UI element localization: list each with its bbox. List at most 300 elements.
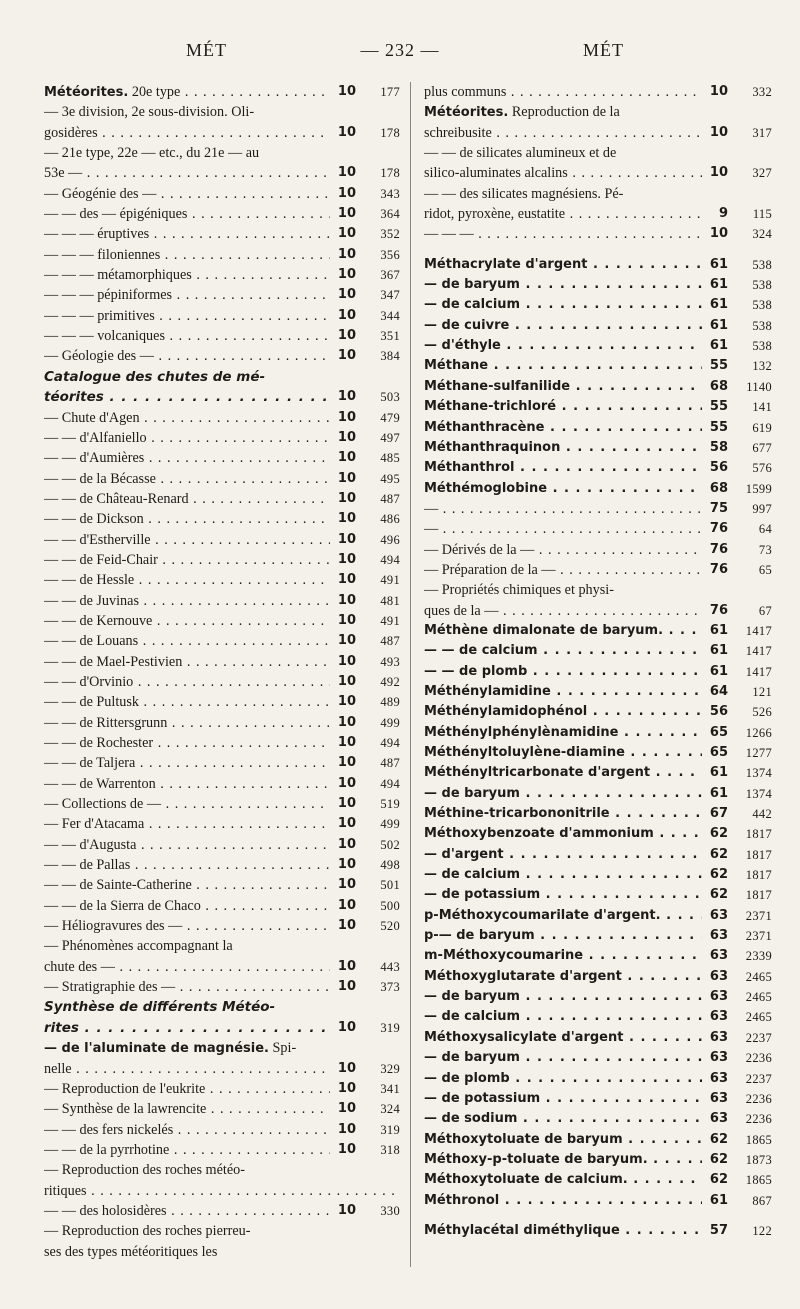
entry-text: — Héliogravures des — . . . <box>44 916 330 936</box>
entry-text: plus communs . . . <box>424 82 702 102</box>
volume-number: 10 <box>337 511 356 527</box>
entry-text: — — de Pallas . . . <box>44 855 330 875</box>
index-entry <box>44 285 400 305</box>
index-entry <box>44 814 400 834</box>
entry-text: Synthèse de différents Météo- <box>44 999 276 1016</box>
page-reference: 1817 <box>745 827 772 842</box>
volume-number: 10 <box>337 124 356 140</box>
index-entry <box>424 885 772 905</box>
index-entry <box>44 1120 400 1140</box>
volume-number: 10 <box>337 1080 356 1096</box>
entry-text: — . . . <box>424 519 702 539</box>
entry-text: Méthoxytoluate de calcium. . . . <box>424 1170 702 1190</box>
volume-number: 10 <box>337 836 356 852</box>
entry-text: 53e — . . . <box>44 163 330 183</box>
entry-text: — de calcium . . . <box>424 865 702 885</box>
volume-number: 67 <box>709 806 728 822</box>
page-reference: 373 <box>380 980 400 995</box>
volume-number: 10 <box>337 958 356 974</box>
page-reference: 2465 <box>745 990 772 1005</box>
entry-text: — — de Pultusk . . . <box>44 692 330 712</box>
volume-number: 62 <box>709 846 728 862</box>
index-entry <box>44 326 400 346</box>
volume-number: 10 <box>337 1141 356 1157</box>
index-entry <box>44 1242 400 1262</box>
volume-number: 10 <box>337 429 356 445</box>
volume-number: 10 <box>337 267 356 283</box>
entry-text: — Phénomènes accompagnant la <box>44 938 233 955</box>
volume-number: 10 <box>337 592 356 608</box>
volume-number: 63 <box>709 1009 728 1025</box>
page-reference: 487 <box>380 756 400 771</box>
index-entry <box>44 123 400 143</box>
volume-number: 10 <box>337 735 356 750</box>
page-reference: 1865 <box>745 1173 772 1188</box>
header-right-word: MÉT <box>583 40 624 60</box>
entry-text: Méthémoglobine . . . <box>424 479 702 499</box>
page-reference: 442 <box>752 807 772 822</box>
entry-text: — . . . <box>424 499 702 519</box>
entry-text: — — de Louans . . . <box>44 631 330 651</box>
entry-text: Méthénylamidine . . . <box>424 682 702 702</box>
entry-text: Méthène dimalonate de baryum. . . . <box>424 621 702 641</box>
index-entry <box>424 987 772 1007</box>
volume-number: 63 <box>709 907 728 923</box>
entry-rest: Spi- <box>268 1040 297 1057</box>
volume-number: 63 <box>709 1050 728 1066</box>
index-entry <box>424 967 772 987</box>
page-reference: 867 <box>752 1193 772 1208</box>
volume-number: 56 <box>709 460 728 476</box>
page-reference: 498 <box>380 858 400 873</box>
volume-number: 10 <box>337 287 356 303</box>
volume-number: 61 <box>709 622 728 638</box>
index-entry <box>424 519 772 539</box>
volume-number: 10 <box>709 124 728 140</box>
page-reference: 487 <box>380 634 400 649</box>
index-entry <box>424 845 772 865</box>
entry-text: Méthane-trichloré . . . <box>424 397 702 417</box>
entry-text <box>44 82 330 102</box>
entry-text: — de plomb . . . <box>424 1069 702 1089</box>
entry-text: — — des fers nickelés . . . <box>44 1120 330 1140</box>
volume-number: 76 <box>709 521 728 537</box>
entry-text: — — des holosidères . . . <box>44 1201 330 1221</box>
entry-text: Méthénylamidophénol . . . <box>424 702 702 722</box>
volume-number: 10 <box>337 84 356 99</box>
volume-number: 55 <box>709 399 728 415</box>
index-entry <box>424 743 772 763</box>
volume-number: 58 <box>709 439 728 455</box>
index-entry <box>424 163 772 183</box>
page-reference: 494 <box>380 776 400 791</box>
index-entry <box>44 1099 400 1119</box>
page-reference: 122 <box>752 1223 772 1238</box>
entry-text: — 3e division, 2e sous-division. Oli- <box>44 104 255 121</box>
index-entry <box>44 509 400 529</box>
page-reference: 2339 <box>745 949 772 964</box>
volume-number: 61 <box>709 338 728 354</box>
volume-number: 10 <box>337 673 356 689</box>
index-entry <box>424 641 772 661</box>
index-entry <box>44 1038 400 1058</box>
volume-number: 10 <box>337 653 356 669</box>
page-reference: 327 <box>752 166 772 181</box>
index-entry <box>424 102 772 122</box>
volume-number: 10 <box>709 226 728 242</box>
page-reference: 494 <box>380 552 400 567</box>
index-entry <box>424 1069 772 1089</box>
page-reference: 489 <box>380 695 400 710</box>
volume-number: 10 <box>337 490 356 506</box>
index-entry <box>44 1181 400 1201</box>
page-reference: 493 <box>380 654 400 669</box>
index-entry <box>424 784 772 804</box>
index-entry <box>424 560 772 580</box>
volume-number: 10 <box>337 775 356 791</box>
volume-number: 55 <box>709 358 728 374</box>
page-reference: 2465 <box>745 1010 772 1025</box>
entry-text: — Fer d'Atacama . . . <box>44 814 330 834</box>
entry-text <box>424 102 772 122</box>
volume-number: 62 <box>709 1151 728 1167</box>
volume-number: 75 <box>709 500 728 516</box>
page-reference: 367 <box>380 268 400 283</box>
volume-number: 10 <box>337 857 356 873</box>
volume-number: 10 <box>337 531 356 547</box>
entry-text: — — de calcium . . . <box>424 641 702 661</box>
index-entry <box>44 896 400 916</box>
entry-text: — Collections de — . . . <box>44 794 330 814</box>
entry-text: Méthanthrol . . . <box>424 458 702 478</box>
page-reference: 1817 <box>745 868 772 883</box>
page-reference: 499 <box>380 715 400 730</box>
index-entry <box>44 428 400 448</box>
volume-number: 10 <box>337 307 356 323</box>
volume-number: 61 <box>709 297 728 313</box>
volume-number: 10 <box>337 918 356 934</box>
page-reference: 329 <box>380 1061 400 1076</box>
entry-rest: 20e type <box>128 84 181 100</box>
volume-number: 10 <box>337 470 356 486</box>
page-reference: 1374 <box>745 766 772 781</box>
page-reference: 330 <box>380 1203 400 1218</box>
volume-number: 10 <box>337 633 356 649</box>
entry-text: — — — filoniennes . . . <box>44 245 330 265</box>
entry-text: — — des — épigéniques . . . <box>44 204 330 224</box>
index-entry <box>424 865 772 885</box>
page-reference: 538 <box>752 298 772 313</box>
index-entry <box>424 479 772 499</box>
entry-text: — de baryum . . . <box>424 1048 702 1068</box>
page-reference: 2237 <box>745 1030 772 1045</box>
volume-number: 10 <box>337 572 356 588</box>
page-reference: 178 <box>380 125 400 140</box>
index-entry <box>424 123 772 143</box>
index-entry <box>44 753 400 773</box>
page-reference: 132 <box>752 359 772 374</box>
index-entry <box>424 804 772 824</box>
index-entry <box>424 275 772 295</box>
page-reference: 487 <box>380 491 400 506</box>
page-reference: 317 <box>752 125 772 140</box>
volume-number: 68 <box>709 480 728 496</box>
index-entry <box>44 408 400 428</box>
entry-text: Méthényltricarbonate d'argent . . . <box>424 763 702 783</box>
index-entry <box>424 926 772 946</box>
page-reference: 495 <box>380 471 400 486</box>
index-entry <box>424 499 772 519</box>
entry-keyword: — de l'aluminate de magnésie. <box>44 1041 269 1057</box>
volume-number: 10 <box>337 755 356 771</box>
volume-number: 62 <box>709 826 728 842</box>
page-reference: 1817 <box>745 888 772 903</box>
page-reference: 344 <box>380 308 400 323</box>
volume-number: 10 <box>337 328 356 344</box>
entry-keyword: Météorites. <box>424 105 509 121</box>
index-entry <box>44 184 400 204</box>
volume-number: 10 <box>337 816 356 832</box>
entry-text: chute des — . . . <box>44 957 330 977</box>
volume-number: 10 <box>337 612 356 628</box>
index-entry <box>44 916 400 936</box>
volume-number: 10 <box>337 246 356 262</box>
entry-text: Méthylacétal diméthylique . . . <box>424 1221 702 1241</box>
page-reference: 502 <box>380 837 400 852</box>
page-reference: 1277 <box>745 746 772 760</box>
entry-text: Méthane . . . <box>424 356 702 376</box>
entry-text: — — de Mael-Pestivien . . . <box>44 652 330 672</box>
entry-text: — Stratigraphie des — . . . <box>44 977 330 997</box>
entry-text: — — de la Sierra de Chaco . . . <box>44 896 330 916</box>
page-reference: 576 <box>752 461 772 476</box>
entry-text: — de baryum . . . <box>424 987 702 1007</box>
index-entry <box>424 438 772 458</box>
index-entry <box>44 245 400 265</box>
volume-number: 63 <box>709 989 728 1005</box>
index-entry <box>44 143 400 163</box>
page-reference: 538 <box>752 257 772 272</box>
volume-number: 63 <box>709 1111 728 1127</box>
entry-text: Méthoxybenzoate d'ammonium . . . <box>424 824 702 844</box>
index-entry <box>424 184 772 204</box>
entry-text: gosidères . . . <box>44 123 330 143</box>
index-entry <box>424 204 772 224</box>
volume-number: 63 <box>709 1070 728 1086</box>
index-entry <box>44 1079 400 1099</box>
entry-text: — — de la pyrrhotine . . . <box>44 1140 330 1160</box>
page-reference: 481 <box>380 593 400 608</box>
page-number: — 232 — <box>360 40 440 60</box>
page-reference: 496 <box>380 532 400 547</box>
page-reference: 332 <box>752 85 772 99</box>
volume-number: 61 <box>709 1192 728 1208</box>
entry-text <box>44 1038 400 1058</box>
volume-number: 10 <box>337 389 356 405</box>
index-entry <box>44 163 400 183</box>
entry-text: Méthoxysalicylate d'argent . . . <box>424 1028 702 1048</box>
entry-text: Méthényltoluylène-diamine . . . <box>424 743 702 763</box>
page-reference: 384 <box>380 349 400 364</box>
index-entry <box>44 346 400 366</box>
volume-number: 10 <box>337 1101 356 1117</box>
entry-text: — — de Rittersgrunn . . . <box>44 713 330 733</box>
entry-keyword: Météorites. <box>44 85 129 100</box>
page-reference: 538 <box>752 278 772 293</box>
page-reference: 2465 <box>745 969 772 984</box>
index-entry <box>44 936 400 956</box>
index-entry <box>44 733 400 753</box>
page-reference: 319 <box>380 1020 400 1035</box>
entry-text: téorites . . . <box>44 387 330 407</box>
entry-text: — — de plomb . . . <box>424 662 702 682</box>
index-entry <box>44 448 400 468</box>
page-reference: 2237 <box>745 1071 772 1086</box>
entry-text: p-— de baryum . . . <box>424 926 702 946</box>
page-reference: 492 <box>380 674 400 689</box>
entry-text: — — de Rochester . . . <box>44 733 330 753</box>
entry-text: — de calcium . . . <box>424 1007 702 1027</box>
entry-text: ques de la — . . . <box>424 601 702 621</box>
page-reference: 1817 <box>745 847 772 862</box>
page-reference: 1266 <box>745 725 772 740</box>
page-reference: 64 <box>758 522 772 537</box>
page-reference: 503 <box>380 390 400 405</box>
volume-number: 61 <box>709 663 728 679</box>
page-reference: 67 <box>758 603 772 618</box>
page-reference: 352 <box>380 227 400 242</box>
index-entry <box>424 377 772 397</box>
page-reference: 73 <box>758 542 772 557</box>
entry-text: — — de silicates alumineux et de <box>424 145 617 162</box>
volume-number: 10 <box>337 1060 356 1076</box>
entry-text: — Chute d'Agen . . . <box>44 408 330 428</box>
index-entry <box>44 1059 400 1079</box>
entry-text: ritiques . . . <box>44 1181 400 1201</box>
entry-text: Catalogue des chutes de mé- <box>44 368 266 385</box>
page-reference: 1417 <box>745 644 772 659</box>
volume-number: 10 <box>337 165 356 181</box>
page-reference: 2371 <box>745 929 772 944</box>
volume-number: 62 <box>709 1131 728 1147</box>
page-reference: 519 <box>380 797 400 812</box>
index-entry <box>44 713 400 733</box>
index-entry <box>424 1191 772 1211</box>
page-reference: 351 <box>380 329 400 344</box>
index-entry <box>424 316 772 336</box>
page-reference: 121 <box>752 684 772 699</box>
entry-text: — de baryum . . . <box>424 275 702 295</box>
entry-text: — — de Sainte-Catherine . . . <box>44 875 330 895</box>
index-entry <box>44 835 400 855</box>
index-entry <box>44 82 400 102</box>
index-entry <box>44 977 400 997</box>
index-entry <box>424 1048 772 1068</box>
index-entry <box>44 367 400 387</box>
entry-text: Méthine-tricarbononitrile . . . <box>424 804 702 824</box>
entry-text: — Dérivés de la — . . . <box>424 540 702 560</box>
entry-text: — — — éruptives . . . <box>44 224 330 244</box>
entry-text: — Géogénie des — . . . <box>44 184 330 204</box>
index-entry <box>44 672 400 692</box>
index-entry <box>44 611 400 631</box>
page-reference: 997 <box>752 501 772 516</box>
entry-text: Méthanthraquinon . . . <box>424 438 702 458</box>
index-entry <box>424 82 772 102</box>
page-reference: 341 <box>380 1081 400 1096</box>
page-reference: 1140 <box>746 379 772 394</box>
entry-text: — — d'Estherville . . . <box>44 530 330 550</box>
index-entry <box>44 387 400 407</box>
section-gap <box>424 1211 772 1221</box>
volume-number: 10 <box>337 979 356 995</box>
volume-number: 63 <box>709 948 728 964</box>
entry-text: — d'éthyle . . . <box>424 336 702 356</box>
entry-text: — — de Juvinas . . . <box>44 591 330 611</box>
volume-number: 55 <box>709 419 728 435</box>
page-reference: 364 <box>380 207 400 222</box>
volume-number: 56 <box>709 704 728 720</box>
entry-text: — — — métamorphiques . . . <box>44 265 330 285</box>
entry-text: p-Méthoxycoumarilate d'argent. . . . <box>424 906 702 926</box>
volume-number: 76 <box>709 541 728 557</box>
header-left-word: MÉT <box>186 40 227 60</box>
column-divider <box>410 82 411 1267</box>
index-entry <box>424 295 772 315</box>
entry-text: Méthoxytoluate de baryum . . . <box>424 1130 702 1150</box>
entry-text: — — d'Orvinio . . . <box>44 672 330 692</box>
page-reference: 356 <box>380 247 400 262</box>
index-entry <box>424 580 772 600</box>
volume-number: 65 <box>709 724 728 740</box>
page-reference: 491 <box>380 573 400 588</box>
index-entry <box>44 652 400 672</box>
index-entry <box>424 1170 772 1190</box>
volume-number: 10 <box>337 348 356 364</box>
index-entry <box>44 224 400 244</box>
entry-text: — Préparation de la — . . . <box>424 560 702 580</box>
entry-text: — Reproduction de l'eukrite . . . <box>44 1079 330 1099</box>
index-entry <box>44 1018 400 1038</box>
volume-number: 10 <box>337 206 356 222</box>
index-entry <box>424 224 772 244</box>
entry-text: — — de Hessle . . . <box>44 570 330 590</box>
volume-number: 61 <box>709 643 728 659</box>
entry-text: — — de Warrenton . . . <box>44 774 330 794</box>
index-entry <box>44 957 400 977</box>
page-reference: 485 <box>380 451 400 466</box>
volume-number: 10 <box>337 450 356 466</box>
entry-text: — — des silicates magnésiens. Pé- <box>424 185 624 202</box>
entry-text: — de cuivre . . . <box>424 316 702 336</box>
index-entry <box>44 1221 400 1241</box>
entry-text: ses des types météoritiques les <box>44 1243 218 1260</box>
entry-text: — — de Château-Renard . . . <box>44 489 330 509</box>
page-reference: 319 <box>380 1122 400 1137</box>
entry-text: — — de la Bécasse . . . <box>44 469 330 489</box>
index-entry <box>424 255 772 275</box>
page-reference: 347 <box>380 288 400 303</box>
index-entry <box>44 469 400 489</box>
index-entry <box>44 875 400 895</box>
index-entry <box>424 1221 772 1241</box>
volume-number: 10 <box>337 185 356 201</box>
page-reference: 1417 <box>745 623 772 638</box>
volume-number: 57 <box>709 1222 728 1238</box>
entry-text: schreibusite . . . <box>424 123 702 143</box>
volume-number: 10 <box>337 694 356 710</box>
entry-text: — — — volcaniques . . . <box>44 326 330 346</box>
